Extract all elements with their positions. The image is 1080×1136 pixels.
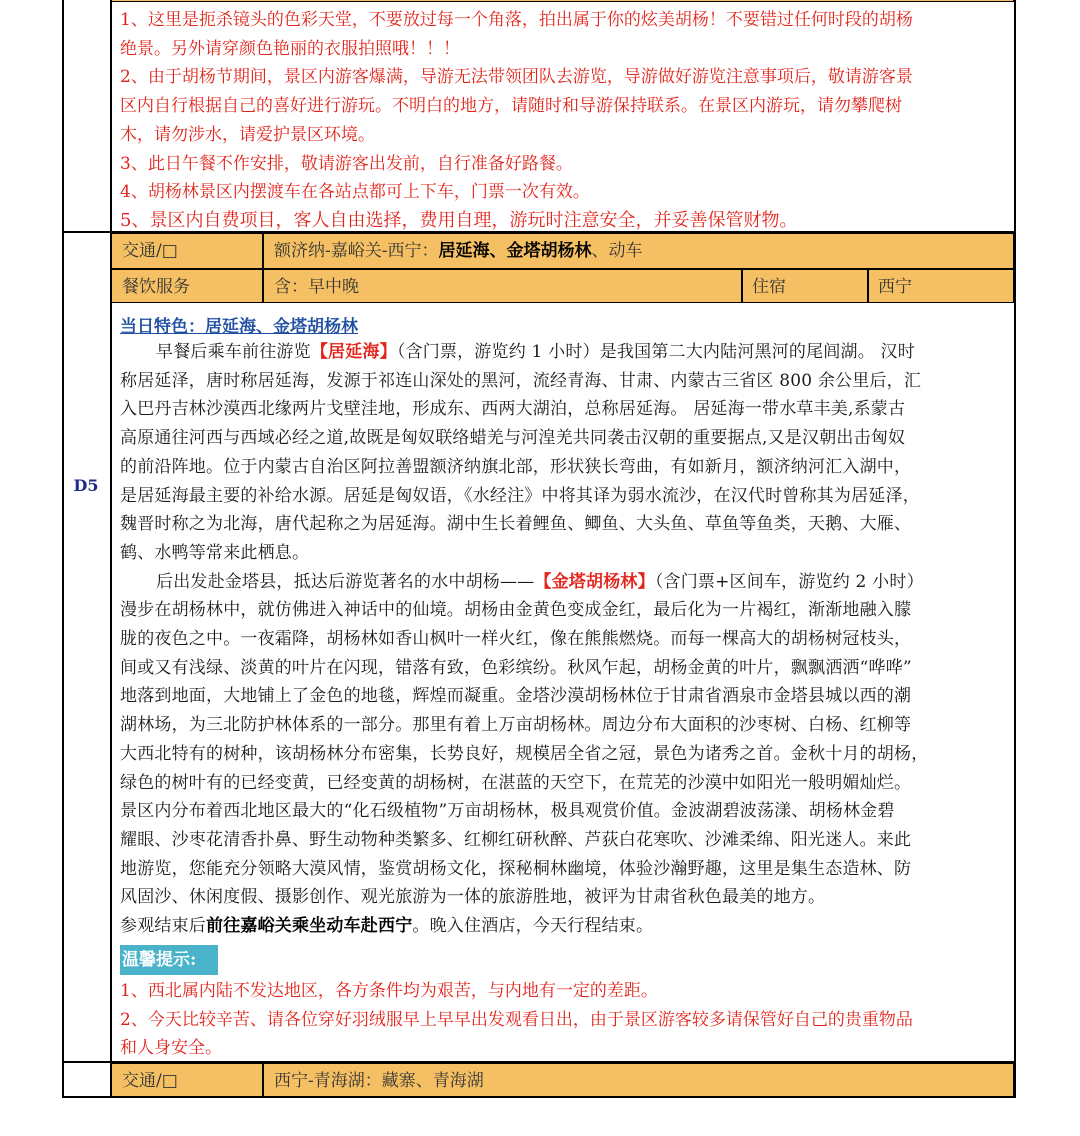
prev-day-tips-header xyxy=(111,0,1014,2)
note-line: 4、胡杨林景区内摆渡车在各站点都可上下车，门票一次有效。 xyxy=(120,182,590,203)
d5-tips-badge: 温馨提示: xyxy=(120,945,218,975)
tip-line: 1、西北属内陆不发达地区，各方条件均为艰苦，与内地有一定的差距。 xyxy=(120,981,658,1001)
note-line: 2、由于胡杨节期间，景区内游客爆满，导游无法带领团队去游览，导游做好游览注意事项后，敬请游客景 xyxy=(120,67,913,88)
body-line: 是居延海最主要的补给水源。居延是匈奴语，《水经注》中将其译为弱水流沙，在汉代时曾称其为居延泽， xyxy=(120,485,920,506)
para2-lead: 后出发赴金塔县，抵达后游览著名的水中胡杨—— xyxy=(156,571,535,592)
d5-route xyxy=(274,234,643,268)
closing-bold: 前往嘉峪关乘坐动车赴西宁 xyxy=(206,916,413,937)
d5-hotel-label: 住宿 xyxy=(752,277,786,297)
table-left-border xyxy=(62,0,64,1098)
para2-rest: （含门票+区间车，游览约 2 小时） xyxy=(654,571,924,592)
body-line: 间或又有浅绿、淡黄的叶片在闪现，错落有致，色彩缤纷。秋风乍起，胡杨金黄的叶片，飘飘洒洒“哗哗” xyxy=(120,657,912,678)
d5-hotel-value: 西宁 xyxy=(878,277,912,297)
tip-line: 2、今天比较辛苦、请各位穿好羽绒服早上早早出发观看日出，由于景区游客较多请保管好自己的贵重物品 xyxy=(120,1009,913,1030)
d5-meal-label: 餐饮服务 xyxy=(122,277,190,297)
body-line: 地游览，您能充分领略大漠风情，鉴赏胡杨文化，探秘桐林幽境，体验沙瀚野趣，这里是集生态造林、防 xyxy=(120,858,912,879)
body-line: 风固沙、休闲度假、摄影创作、观光旅游为一体的旅游胜地，被评为甘肃省秋色最美的地方。 xyxy=(120,887,826,908)
tip-line: 和人身安全。 xyxy=(120,1038,222,1059)
body-line: 耀眼、沙枣花清香扑鼻、野生动物种类繁多、红柳红研秋醉、芦荻白花寒吹、沙滩柔绵、阳光迷人。来此 xyxy=(120,829,912,850)
body-line: 绿色的树叶有的已经变黄，已经变黄的胡杨树，在湛蓝的天空下，在荒芜的沙漠中如阳光一般明媚灿烂。 xyxy=(120,772,912,793)
body-line: 鹤、水鸭等常来此栖息。 xyxy=(120,542,310,563)
note-line: 绝景。另外请穿颜色艳丽的衣服拍照哦！！！ xyxy=(120,38,460,59)
note-line: 木，请勿涉水，请爱护景区环境。 xyxy=(120,124,375,145)
note-line: 区内自行根据自己的喜好进行游玩。不明白的地方，请随时和导游保持联系。在景区内游玩，请勿攀爬树 xyxy=(120,96,902,117)
para1-highlight: 【居延海】 xyxy=(310,342,397,362)
body-line: 胧的夜色之中。一夜霜降，胡杨林如香山枫叶一样火红，像在熊熊燃烧。而每一棵高大的胡杨树冠枝头， xyxy=(120,629,912,650)
body-line: 大西北特有的树种，该胡杨林分布密集，长势良好，规模居全省之冠，景色为诸秀之首。金秋十月的胡杨， xyxy=(120,743,929,764)
body-line: 魏晋时称之为北海，唐代起称之为居延海。湖中生长着鲤鱼、鲫鱼、大头鱼、草鱼等鱼类，天鹅、大雁、 xyxy=(120,514,912,535)
body-line: 景区内分布着西北地区最大的“化石级植物”万亩胡杨林，极具观赏价值。金波湖碧波荡漾、胡杨林金碧 xyxy=(120,801,895,822)
table-right-border xyxy=(1014,0,1016,1098)
body-line: 漫步在胡杨林中，就仿佛进入神话中的仙境。胡杨由金黄色变成金红，最后化为一片褐红，渐渐地融入朦 xyxy=(120,600,912,621)
body-line: 湖林场，为三北防护林体系的一部分。那里有着上万亩胡杨林。周边分布大面积的沙枣树、白杨、红柳等 xyxy=(120,715,912,736)
day-label-d5: D5 xyxy=(73,476,99,495)
prev-day-notes xyxy=(120,6,913,236)
body-line: 称居延泽，唐时称居延海，发源于祁连山深处的黑河，流经青海、甘肃、内蒙古三省区 800 余公里后，汇 xyxy=(120,370,922,391)
d5-paragraph-juyanhai xyxy=(120,338,928,941)
d5-meal-value: 含：早中晚 xyxy=(274,277,359,297)
para1-rest: （含门票，游览约 1 小时）是我国第二大内陆河黑河的尾闾湖。 汉时 xyxy=(396,342,915,362)
d5-feature-title: 当日特色：居延海、金塔胡杨林 xyxy=(120,317,358,337)
d5-route-prefix: 额济纳-嘉峪关-西宁： xyxy=(274,241,439,261)
body-line: 入巴丹吉林沙漠西北缘两片戈壁洼地，形成东、西两大湖泊，总称居延海。 居延海一带水草丰美,系蒙古 xyxy=(120,399,906,420)
note-line: 3、此日午餐不作安排，敬请游客出发前，自行准备好路餐。 xyxy=(120,153,573,174)
body-line xyxy=(120,338,928,367)
para1-lead: 早餐后乘车前往游览 xyxy=(156,342,311,362)
d5-tips xyxy=(120,977,913,1063)
d5-route-highlight: 居延海、金塔胡杨林 xyxy=(438,241,592,261)
note-line: 5、景区内自费项目，客人自由选择，费用自理，游玩时注意安全，并妥善保管财物。 xyxy=(120,209,798,231)
body-line: 地落到地面，大地铺上了金色的地毯，辉煌而凝重。金塔沙漠胡杨林位于甘肃省酒泉市金塔县城以西的潮 xyxy=(120,686,912,707)
closing-lead: 参观结束后 xyxy=(120,916,206,937)
para2-highlight: 【金塔胡杨林】 xyxy=(534,571,655,592)
d5-transport-label: 交通/□ xyxy=(122,241,178,261)
d6-transport-label: 交通/□ xyxy=(122,1071,178,1091)
body-line: 的前沿阵地。位于内蒙古自治区阿拉善盟额济纳旗北部，形状狭长弯曲，有如新月，额济纳河汇入湖中， xyxy=(120,456,912,477)
body-line: 高原通往河西与西域必经之道,故既是匈奴联络蜡羌与河湟羌共同袭击汉朝的重要据点,又是汉朝出击匈奴 xyxy=(120,428,906,449)
body-line xyxy=(120,912,928,941)
note-line: 1、这里是扼杀镜头的色彩天堂，不要放过每一个角落，拍出属于你的炫美胡杨！不要错过任何时段的胡杨 xyxy=(120,10,913,30)
body-line xyxy=(120,568,928,597)
d6-route: 西宁-青海湖：藏寨、青海湖 xyxy=(274,1071,484,1091)
d5-route-suffix: 、动车 xyxy=(591,241,643,261)
table-day-column-border xyxy=(110,0,112,1098)
closing-rest: 。晚入住酒店，今天行程结束。 xyxy=(412,916,654,937)
